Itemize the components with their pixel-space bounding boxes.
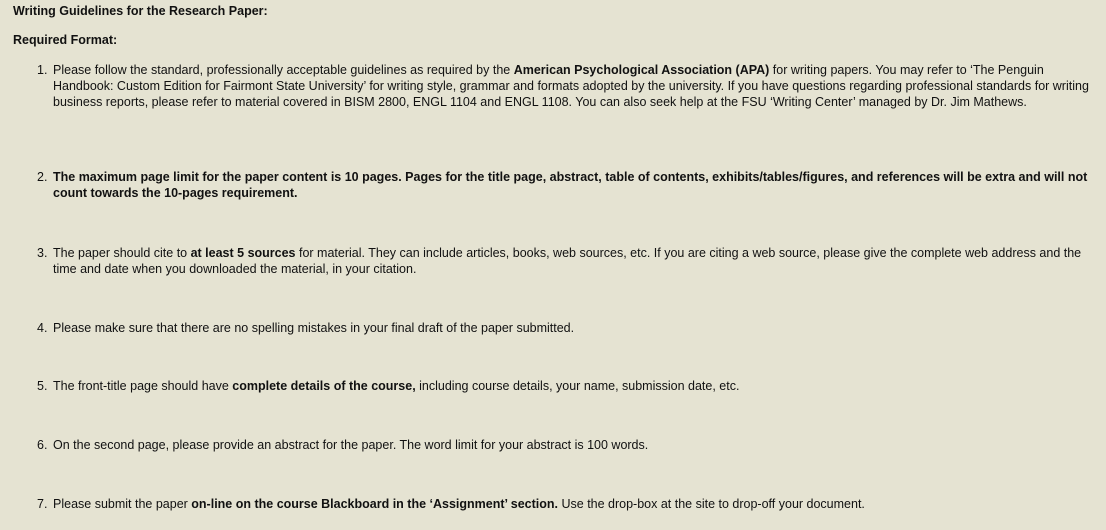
item-number: 4. (37, 321, 48, 335)
item-text: On the second page, please provide an abstract for the paper. The word limit for your abstract is 100 words. (53, 438, 649, 452)
item-number: 1. (37, 63, 48, 77)
item-number: 5. (37, 379, 48, 393)
guideline-item-6 (37, 437, 1089, 453)
item-number: 7. (37, 497, 48, 511)
item-number: 3. (37, 246, 48, 260)
item-number: 6. (37, 438, 48, 452)
page-title: Writing Guidelines for the Research Paper: (13, 4, 268, 18)
guideline-item-3 (37, 245, 1089, 277)
item-text: The paper should cite to at least 5 sources for material. They can include articles, books, web sources, etc. If you are citing a web source, please give the complete web address and the time and date when you downloaded the material, in your citation. (53, 246, 1082, 276)
item-text: Please make sure that there are no spelling mistakes in your final draft of the paper submitted. (53, 321, 575, 335)
item-text: The maximum page limit for the paper content is 10 pages. Pages for the title page, abstract, table of contents, exhibits/tables/figures, and references will be extra and will not count towards the 10-pages requirement. (53, 170, 1088, 200)
guideline-item-4 (37, 320, 1089, 336)
item-text: Please submit the paper on-line on the course Blackboard in the ‘Assignment’ section. Use the drop-box at the site to drop-off your document. (53, 497, 865, 511)
section-heading: Required Format: (13, 33, 118, 47)
guideline-item-2 (37, 169, 1089, 201)
guideline-item-1 (37, 62, 1089, 110)
item-text: Please follow the standard, professionally acceptable guidelines as required by the American Psychological Association (APA) for writing papers. You may refer to ‘The Penguin Handbook: Custom Edition for Fairmont State University’ for writing style, grammar and formats adopted by the university. If you have questions regarding professional standards for writing business reports, please refer to material covered in BISM 2800, ENGL 1104 and ENGL 1108. You can also seek help at the FSU ‘Writing Center’ managed by Dr. Jim Mathews. (53, 63, 1089, 109)
guideline-item-5 (37, 378, 1089, 394)
item-number: 2. (37, 170, 48, 184)
guideline-item-7 (37, 496, 1089, 512)
item-text: The front-title page should have complete details of the course, including course details, your name, submission date, etc. (53, 379, 740, 393)
